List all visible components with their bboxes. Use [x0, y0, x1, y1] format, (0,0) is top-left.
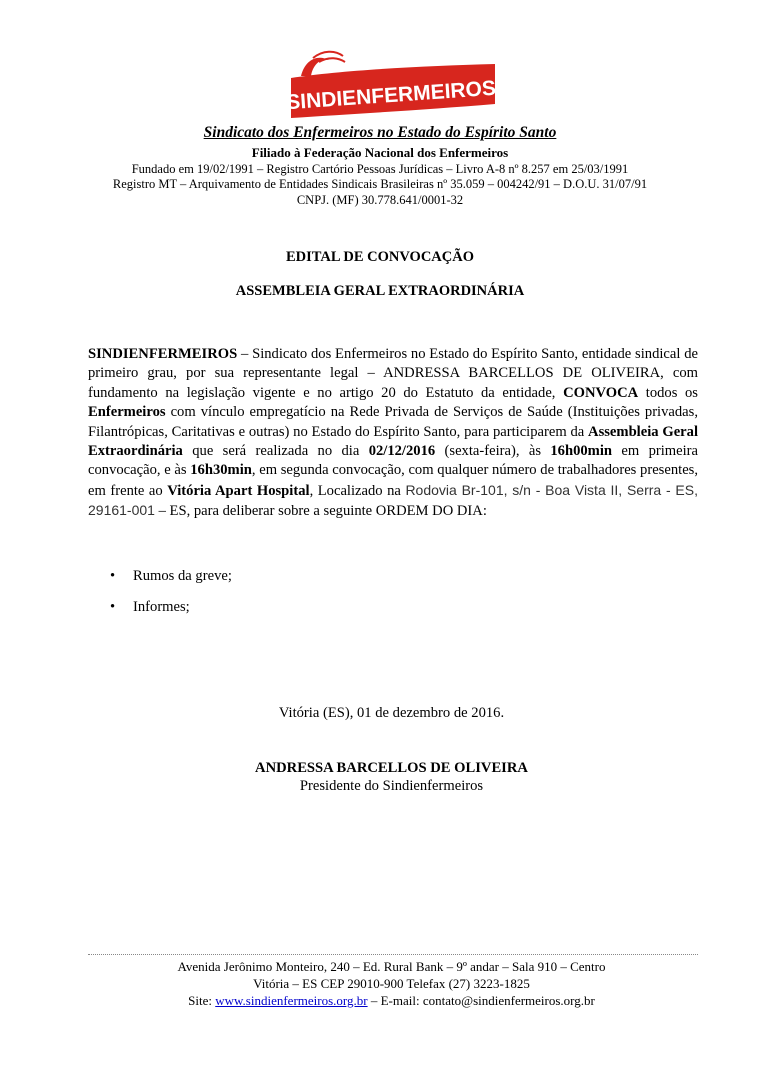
text-segment: , Localizado na: [309, 482, 406, 499]
union-name: SINDIENFERMEIROS: [88, 346, 238, 362]
site-label: Site:: [188, 993, 216, 1008]
venue-address: Rodovia Br-101, s/n - Boa Vista II, Serra - ES, 29161-001: [88, 481, 698, 519]
list-item: [90, 599, 232, 630]
email-text: – E-mail: contato@sindienfermeiros.org.br: [367, 993, 595, 1008]
founding-registry-line: Fundado em 19/02/1991 – Registro Cartório Pessoas Jurídicas – Livro A-8 nº 8.257 em 25/03/1991: [131, 162, 629, 176]
bullet-icon: •: [110, 568, 116, 584]
convoca-word: CONVOCA: [563, 384, 639, 401]
nurses-word: Enfermeiros: [88, 404, 166, 421]
organization-name: Sindicato dos Enfermeiros no Estado do Espírito Santo: [203, 124, 557, 141]
agenda-list: [90, 568, 232, 629]
text-segment: , em segunda convocação, com qualquer número de trabalhadores presentes, em frente ao: [88, 462, 698, 499]
assembly-name: Assembleia Geral Extraordinária: [88, 423, 698, 460]
meeting-date: 02/12/2016: [368, 443, 436, 460]
text-segment: em primeira convocação, e às: [88, 443, 699, 479]
footer-divider: [88, 954, 698, 955]
footer-contact: [60, 993, 723, 1009]
convocation-paragraph: [88, 345, 698, 522]
logo-text: SINDIENFERMEIROS: [285, 76, 497, 115]
logo-graphic: [283, 48, 505, 122]
mt-registry-line: Registro MT – Arquivamento de Entidades Sindicais Brasileiras nº 35.059 – 004242/91 – D.O.U. 31/07/91: [112, 177, 648, 191]
agenda-item-text: Informes;: [133, 598, 190, 615]
logo-swirl: [301, 58, 329, 76]
list-item: [90, 568, 232, 599]
signer-name: ANDRESSA BARCELLOS DE OLIVEIRA: [255, 760, 528, 776]
text-segment: que será realizada no dia: [182, 443, 369, 460]
federation-line: Filiado à Federação Nacional dos Enfermeiros: [251, 145, 509, 160]
text-segment: todos os: [638, 384, 698, 401]
bullet-icon: •: [110, 598, 116, 615]
footer-city-phone: Vitória – ES CEP 29010-900 Telefax (27) 3223-1825: [253, 976, 530, 991]
first-call-time: 16h00min: [550, 443, 613, 460]
cnpj-line: CNPJ. (MF) 30.778.641/0001-32: [296, 193, 464, 207]
agenda-item-text: Rumos da greve;: [133, 568, 232, 584]
text-segment: (sexta-feira), às: [435, 443, 551, 460]
signer-role: Presidente do Sindienfermeiros: [299, 778, 484, 794]
text-segment: com vínculo empregatício na Rede Privada de Serviços de Saúde (Instituições privadas, Filantrópicas, Caritativas e outras) no Estado do Espírito Santo, para participarem da: [88, 404, 698, 440]
sindienfermeiros-logo: [283, 48, 505, 122]
footer-address: Avenida Jerônimo Monteiro, 240 – Ed. Rural Bank – 9º andar – Sala 910 – Centro: [177, 959, 606, 974]
document-title: EDITAL DE CONVOCAÇÃO: [286, 249, 474, 265]
text-segment: – ES, para deliberar sobre a seguinte ORDEM DO DIA:: [154, 503, 487, 520]
document-subtitle: ASSEMBLEIA GERAL EXTRAORDINÁRIA: [235, 283, 525, 299]
website-link[interactable]: www.sindienfermeiros.org.br: [215, 993, 368, 1008]
place-date-line: Vitória (ES), 01 de dezembro de 2016.: [278, 705, 505, 721]
venue-name: Vitória Apart Hospital: [167, 482, 310, 499]
text-segment: – Sindicato dos Enfermeiros no Estado do Espírito Santo, entidade sindical de primeiro grau, por sua representante legal – ANDRESSA BARCELLOS DE OLIVEIRA, com fundamento na legislação vigente e no artigo 20 do Estatuto da entidade,: [88, 346, 698, 401]
second-call-time: 16h30min: [190, 462, 252, 479]
